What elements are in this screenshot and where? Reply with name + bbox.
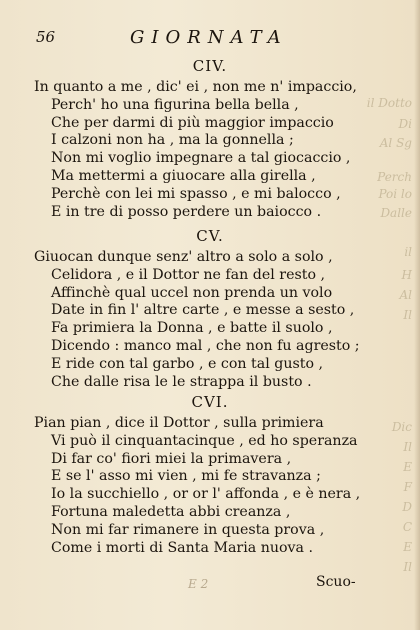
verse-line: Ma mettermi a giuocare alla girella , [51,167,316,184]
bleed-through-text: il [404,245,412,259]
verse-line: Dicendo : manco mal , che non fu agresto ; [51,337,360,354]
bleed-through-text: Il [403,440,412,454]
verse-line: Che dalle risa le le strappa il busto . [51,373,312,390]
verse-line: Non mi far rimanere in questa prova , [51,521,325,538]
page-number: 56 [36,28,56,46]
bleed-through-text: H [401,268,412,282]
bleed-through-text: Di [398,117,412,131]
verse-line: E ride con tal garbo , e con tal gusto , [51,355,324,372]
verse-line: Fortuna maledetta abbi creanza , [51,503,291,520]
bleed-through-text: Al Sg [379,136,412,150]
verse-line: Che per darmi di più maggior impaccio [51,114,334,131]
bleed-through-text: E [403,540,412,554]
page-header [0,26,420,50]
verse-line: Io la succhiello , or or l' affonda , e è nera , [51,486,361,503]
bleed-through-text: E [403,460,412,474]
bleed-through-text: Perch [377,170,412,184]
bleed-through-text: Il [403,560,412,574]
verse-line: Non mi voglio impegnare a tal giocaccio , [51,150,351,167]
bleed-through-text: Dic [391,420,412,434]
stanza [0,392,420,557]
verse-line: E se l' asso mi vien , mi fe stravanza ; [51,468,321,485]
bleed-through-text: Poi lo [378,187,412,201]
verse-line: Fa primiera la Donna , e batte il suolo , [51,320,333,337]
bleed-through-text: il Dotto [366,96,412,110]
verse-line: Affinchè qual uccel non prenda un volo [51,284,333,301]
stanza-number: CV. [196,227,224,245]
verse-line: Giuocan dunque senz' altro a solo a solo , [34,249,333,265]
verse-line: Perch' ho una figurina bella bella , [51,96,299,113]
running-title: GIORNATA [130,27,288,48]
signature-mark: E 2 [188,577,209,591]
bleed-through-text: C [402,520,412,534]
verse-line: Come i morti di Santa Maria nuova . [51,539,314,556]
stanza-number: CVI. [191,393,229,411]
stanza [0,226,420,391]
verse-line: Perchè con lei mi spasso , e mi balocco , [51,185,341,202]
bleed-through-text: Al [399,288,412,302]
verse-line: Di far co' fiori miei la primavera , [51,450,292,467]
stanza-number: CIV. [192,57,228,75]
bleed-through-text: Il [403,308,412,322]
stanza [0,56,420,221]
verse-line: Vi può il cinquantacinque , ed ho speranza [51,432,358,449]
verse-line: E in tre di posso perdere un baiocco . [51,203,322,220]
verse-line: In quanto a me , dic' ei , non me n' impaccio, [34,79,357,95]
verse-line: I calzoni non ha , ma la gonnella ; [51,132,294,149]
bleed-through-text: Dalle [380,206,412,220]
bleed-through-text: D [402,500,412,514]
verse-line: Celidora , e il Dottor ne fan del resto , [51,266,326,283]
page-edge-shadow [414,0,420,630]
verse-line: Date in fin l' altre carte , e messe a sesto , [51,302,355,319]
catchword: Scuo- [316,574,356,590]
bleed-through-text: F [403,480,412,494]
verse-line: Pian pian , dice il Dottor , sulla primiera [34,415,324,431]
